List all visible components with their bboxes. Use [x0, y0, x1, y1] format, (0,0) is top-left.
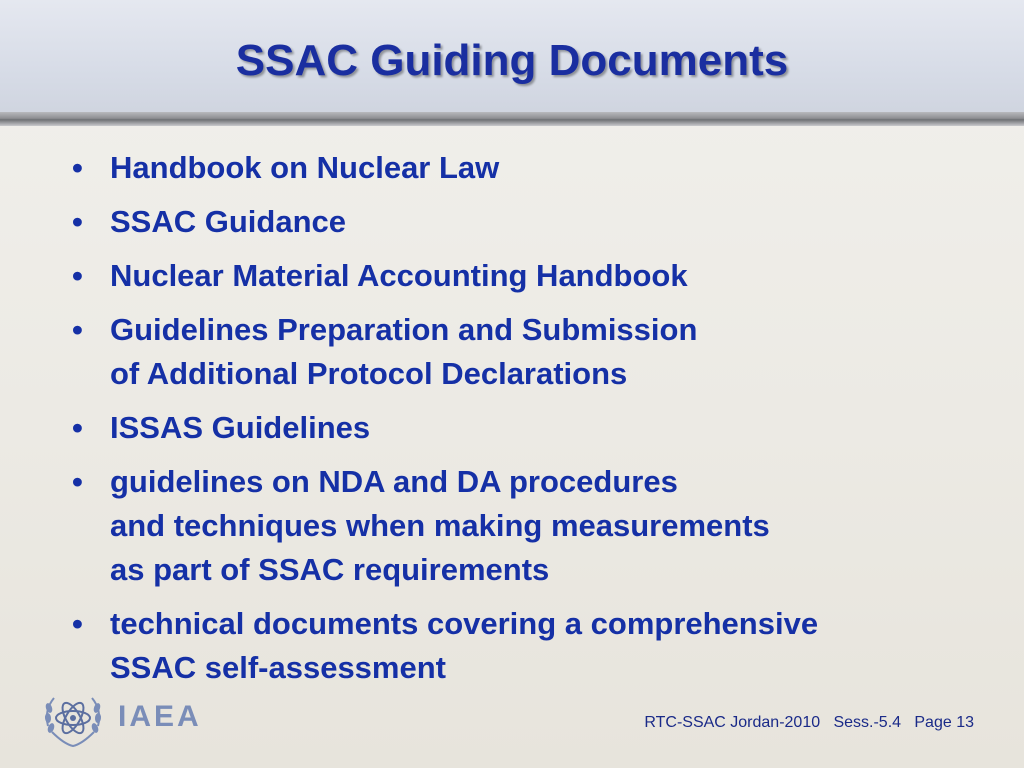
bullet-list	[68, 146, 998, 700]
bullet-marker: •	[72, 258, 83, 293]
bullet-text-continued: as part of SSAC requirements	[110, 552, 550, 587]
bullet-item	[68, 602, 998, 690]
bullet-text: guidelines on NDA and DA procedures	[110, 464, 678, 499]
bullet-item	[68, 200, 998, 244]
bullet-item	[68, 406, 998, 450]
title-divider	[0, 112, 1024, 126]
bullet-text-continued: and techniques when making measurements	[110, 508, 770, 543]
bullet-text: technical documents covering a comprehensive	[110, 606, 819, 641]
bullet-marker: •	[72, 150, 83, 185]
bullet-text-continued: SSAC self-assessment	[110, 650, 446, 685]
iaea-emblem-icon	[40, 686, 106, 752]
bullet-text: Handbook on Nuclear Law	[110, 150, 500, 185]
footer-info: RTC-SSAC Jordan-2010 Sess.-5.4 Page 13	[644, 714, 974, 731]
slide-title: SSAC Guiding Documents	[235, 36, 789, 85]
bullet-text: Guidelines Preparation and Submission	[110, 312, 698, 347]
bullet-item	[68, 146, 998, 190]
iaea-logo-text: IAEA	[118, 700, 202, 733]
bullet-text: Nuclear Material Accounting Handbook	[110, 258, 688, 293]
bullet-marker: •	[72, 606, 83, 641]
bullet-item	[68, 308, 998, 396]
bullet-marker: •	[72, 410, 83, 445]
bullet-item	[68, 254, 998, 298]
bullet-text: ISSAS Guidelines	[110, 410, 371, 445]
bullet-marker: •	[72, 204, 83, 239]
bullet-text: SSAC Guidance	[110, 204, 346, 239]
bullet-text-continued: of Additional Protocol Declarations	[110, 356, 628, 391]
bullet-item	[68, 460, 998, 592]
bullet-marker: •	[72, 312, 83, 347]
bullet-marker: •	[72, 464, 83, 499]
